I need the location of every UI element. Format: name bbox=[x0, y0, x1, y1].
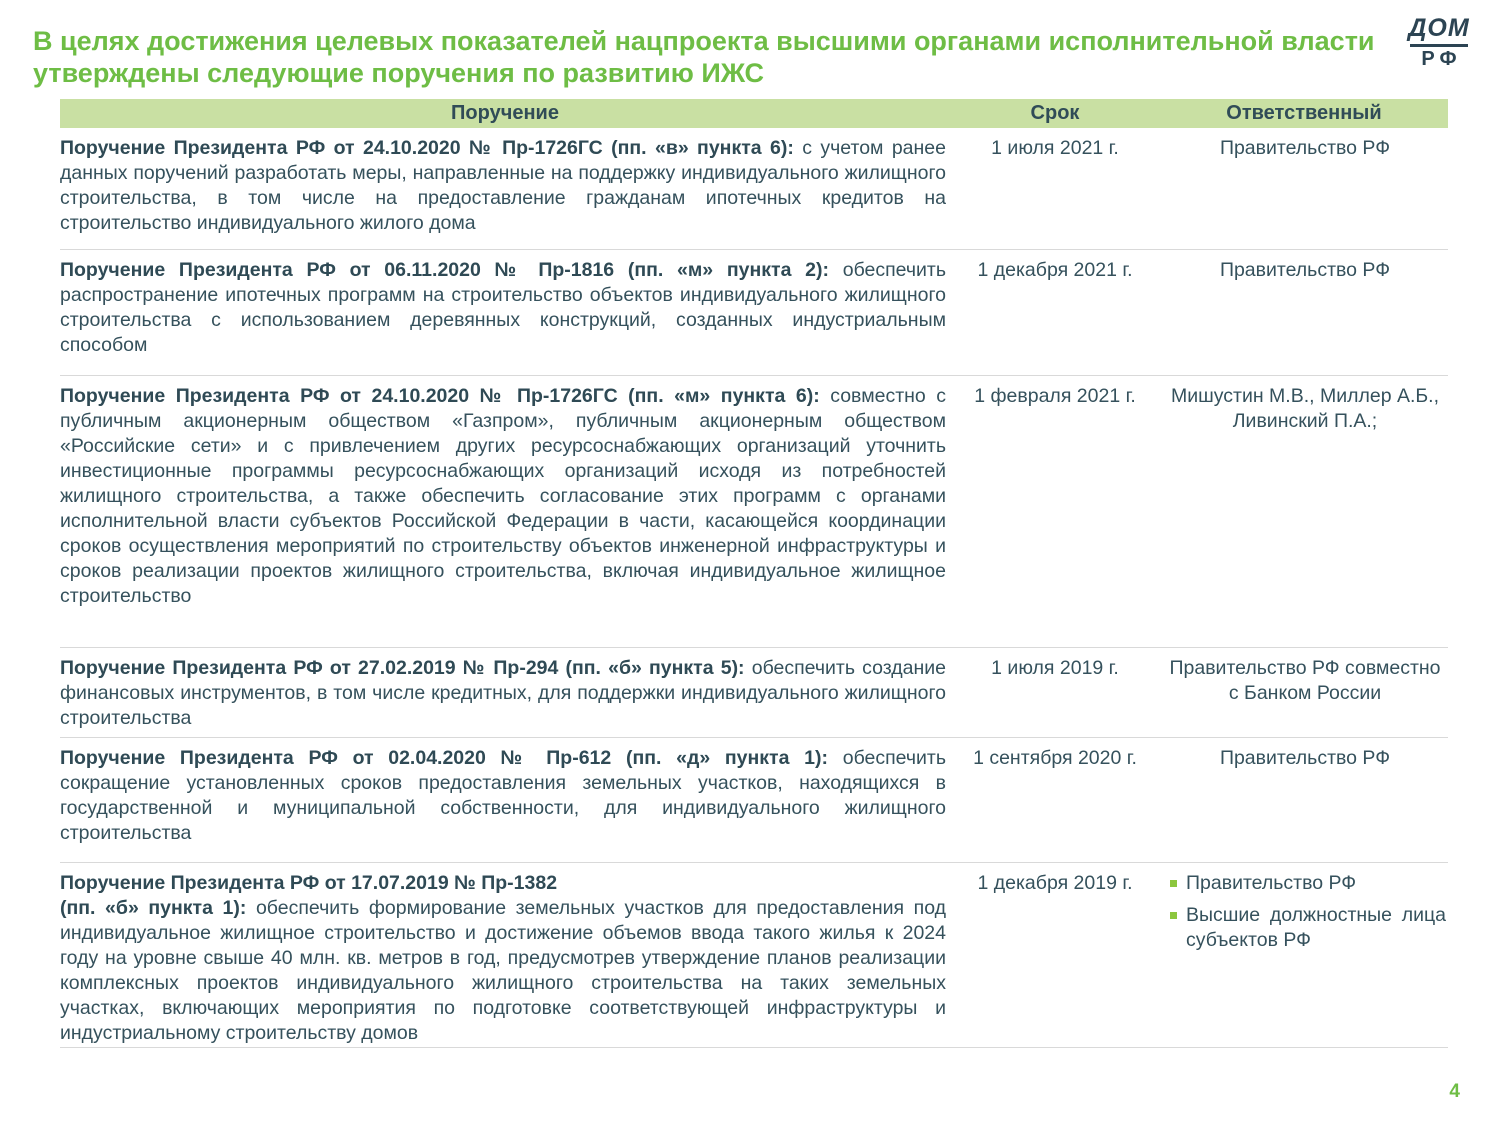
table-row bbox=[60, 863, 1448, 1048]
logo-rf-text: РФ bbox=[1421, 48, 1462, 70]
instruction-title-line: Поручение Президента РФ от 17.07.2019 № Пр-1382 bbox=[60, 872, 558, 894]
page-title: В целях достижения целевых показателей нацпроекта высшими органами исполнительной власти утверждены следующие поручения по развитию ИЖС bbox=[33, 26, 1375, 88]
page-number: 4 bbox=[1449, 1081, 1460, 1102]
instruction-title: (пп. «б» пункта 1): bbox=[60, 897, 247, 919]
instruction-body: совместно с публичным акционерным обществом «Газпром», публичным акционерным обществом «Российские сети» и с привлечением других ресурсоснабжающих организаций уточнить инвестиционные программы ресурсоснабжающих организаций исходя из потребностей жилищного строительства, а также обеспечить согласование этих программ с органами исполнительной власти субъектов Российской Федерации в части, касающейся координации сроков осуществления мероприятий по строительству объектов инженерной инфраструктуры и сроков реализации проектов жилищного строительства, включая индивидуальное жилищное строительство bbox=[60, 385, 947, 607]
deadline-cell: 1 декабря 2019 г. bbox=[977, 872, 1133, 894]
table-row bbox=[60, 128, 1448, 250]
instruction-body: обеспечить распространение ипотечных программ на строительство объектов индивидуального жилищного строительства с использованием деревянных конструкций, созданных индустриальным способом bbox=[60, 259, 947, 356]
deadline-cell: 1 сентября 2020 г. bbox=[973, 747, 1137, 769]
deadline-cell: 1 декабря 2021 г. bbox=[977, 259, 1133, 281]
orders-table bbox=[60, 99, 1448, 1048]
responsible-cell: Мишустин М.В., Миллер А.Б., Ливинский П.А.; bbox=[1170, 385, 1440, 432]
responsible-cell: Правительство РФ совместно с Банком России bbox=[1169, 657, 1441, 704]
table-row bbox=[60, 250, 1448, 376]
instruction-title: Поручение Президента РФ от 06.11.2020 № Пр-1816 (пп. «м» пункта 2): bbox=[60, 259, 829, 281]
instruction-cell bbox=[60, 250, 950, 375]
instruction-title: Поручение Президента РФ от 24.10.2020 № Пр-1726ГС (пп. «м» пункта 6): bbox=[60, 385, 820, 407]
responsible-item-label: Правительство РФ bbox=[1186, 872, 1357, 894]
square-bullet-icon bbox=[1170, 880, 1177, 887]
instruction-title: Поручение Президента РФ от 27.02.2019 № Пр-294 (пп. «б» пункта 5): bbox=[60, 657, 745, 679]
instruction-body: обеспечить сокращение установленных сроков предоставления земельных участков, находящихся в государственной и муниципальной собственности, для индивидуального жилищного строительства bbox=[60, 747, 947, 844]
responsible-list bbox=[1164, 871, 1446, 953]
column-header-instruction: Поручение bbox=[451, 102, 559, 124]
table-row bbox=[60, 376, 1448, 648]
instruction-cell bbox=[60, 648, 950, 737]
table-row bbox=[60, 738, 1448, 863]
table-header-row bbox=[60, 99, 1448, 128]
square-bullet-icon bbox=[1170, 912, 1177, 919]
logo-divider bbox=[1410, 44, 1468, 47]
instruction-cell bbox=[60, 863, 950, 1047]
instruction-body: обеспечить формирование земельных участков для предоставления под индивидуальное жилищное строительство и достижение объемов ввода такого жилья к 2024 году на уровне свыше 40 млн. кв. метров в год, предусмотрев утверждение планов реализации комплексных проектов индивидуального жилищного строительства на таких земельных участках, включающих мероприятия по подготовке соответствующей инфраструктуры и индустриальному строительству домов bbox=[60, 897, 946, 1044]
instruction-body: обеспечить создание финансовых инструментов, в том числе кредитных, для поддержки индивидуального жилищного строительства bbox=[60, 657, 946, 729]
deadline-cell: 1 июля 2019 г. bbox=[991, 657, 1119, 679]
list-item bbox=[1170, 871, 1446, 896]
responsible-cell: Правительство РФ bbox=[1219, 137, 1391, 159]
instruction-cell bbox=[60, 128, 950, 249]
responsible-cell: Правительство РФ bbox=[1219, 259, 1391, 281]
responsible-cell bbox=[1160, 863, 1448, 1047]
dom-rf-logo bbox=[1408, 16, 1470, 69]
responsible-item-label: Высшие должностные лица субъектов РФ bbox=[1186, 904, 1446, 951]
instruction-body: с учетом ранее данных поручений разработать меры, направленные на поддержку индивидуального жилищного строительства, в том числе на предоставление гражданам ипотечных кредитов на строительство индивидуального жилого дома bbox=[60, 137, 946, 234]
deadline-cell: 1 февраля 2021 г. bbox=[974, 385, 1136, 407]
instruction-title: Поручение Президента РФ от 24.10.2020 № Пр-1726ГС (пп. «в» пункта 6): bbox=[60, 137, 794, 159]
instruction-cell bbox=[60, 738, 950, 862]
column-header-responsible: Ответственный bbox=[1226, 102, 1382, 124]
deadline-cell: 1 июля 2021 г. bbox=[991, 137, 1119, 159]
logo-dom-text: ДОМ bbox=[1408, 14, 1470, 42]
column-header-deadline: Срок bbox=[1030, 102, 1080, 124]
list-item bbox=[1170, 903, 1446, 953]
instruction-cell bbox=[60, 376, 950, 647]
responsible-cell: Правительство РФ bbox=[1219, 747, 1391, 769]
instruction-title: Поручение Президента РФ от 02.04.2020 № Пр-612 (пп. «д» пункта 1): bbox=[60, 747, 828, 769]
table-row bbox=[60, 648, 1448, 738]
